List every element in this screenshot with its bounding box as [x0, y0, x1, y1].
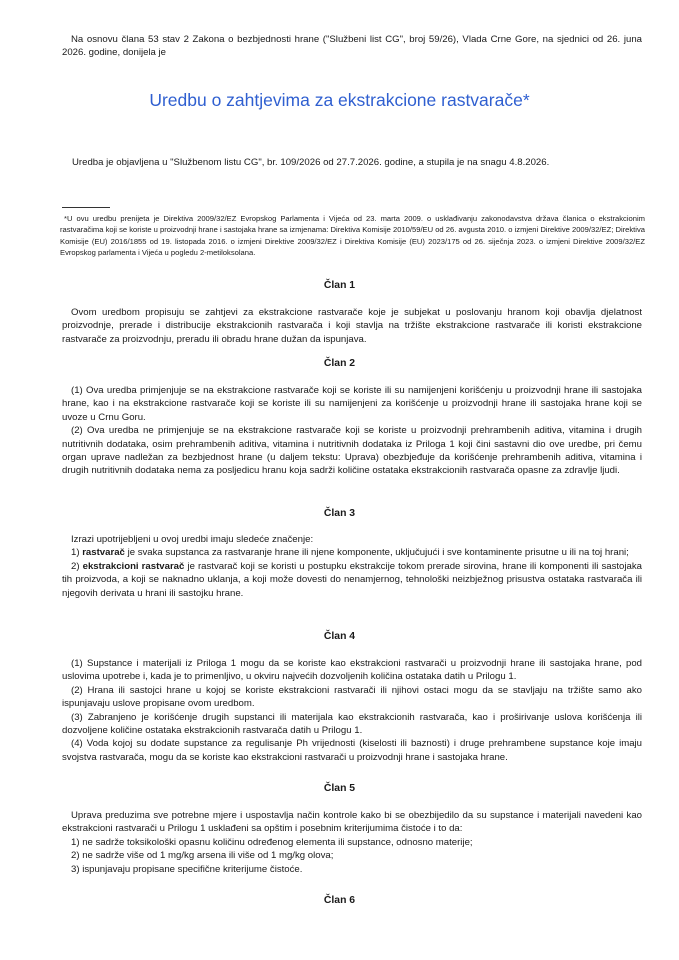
article-2-paragraph-2: (2) Ova uredba ne primjenjuje se na ekstrakcione rastvarače koji se koriste u proizvodnji prehrambenih aditiva, vitamina i drugih nutritivnih dodataka, osim prehrambenih aditiva, vitamina i nutritivnih dodataka iz Priloga 1 koji čini sastavni dio ove uredbe, pri čemu organ uprave nadležan za bezbjednost hrane (u daljem tekstu: Uprava) obezbjeđuje da korišćenje prehrambenih aditiva, vitamina i drugih nutritivnih dodataka nema za posljedicu hranu koja sadrži količine ostataka ekstrakcionih rastvarača opasne za zdravlje ljudi. [62, 425, 642, 477]
article-6-heading: Član 6 [323, 895, 356, 906]
article-1-body [62, 306, 642, 346]
article-3-lead: Izrazi upotrijebljeni u ovoj uredbi imaju sledeće značenje: [71, 534, 314, 545]
article-4-body [62, 657, 642, 764]
article-1-heading: Član 1 [323, 280, 356, 291]
article-4-paragraph-4: (4) Voda kojoj su dodate supstance za regulisanje Ph vrijednosti (kiselosti ili baznosti) i druge prehrambene supstance koje imaju svojstva rastvarača, mogu da se koriste kao ekstrakcioni rastvarači u proizvodnji hrane i sastojaka hrane. [62, 738, 642, 763]
article-5-item-2: 2) ne sadrže više od 1 mg/kg arsena ili više od 1 mg/kg olova; [71, 850, 334, 862]
article-2-body [62, 384, 642, 478]
definition-1 [62, 546, 642, 559]
definition-2 [62, 560, 642, 600]
article-2-paragraph-1: (1) Ova uredba primjenjuje se na ekstrakcione rastvarače koji se koriste ili su namijenjeni korišćenju u proizvodnji hrane ili sastojaka hrane, kao i na ekstrakcione rastvarače koji se koriste ili su namijenjeni za korišćenje u proizvodnji hrane ili sastojaka hrane koji se uvoze u Crnu Goru. [62, 385, 642, 423]
article-5-item-3: 3) ispunjavaju propisane specifične kriterijume čistoće. [71, 863, 303, 875]
publication-note: Uredba je objavljena u "Službenom listu CG", br. 109/2026 od 27.7.2026. godine, a stupila je na snagu 4.8.2026. [72, 157, 550, 168]
footnote-divider [62, 207, 110, 208]
definition-2-term: ekstrakcioni rastvarač [82, 560, 185, 572]
article-3-heading: Član 3 [323, 508, 356, 519]
article-1-text: Ovom uredbom propisuju se zahtjevi za ekstrakcione rastvarače koje je subjekat u poslovanju hranom koji obavlja djelatnost proizvodnje, prerade i distribucije ekstrakcionih rastvarača i koji stavlja na tržište ekstrakcione rastvarače ili koristi ekstrakcione rastvarače za proizvodnju, preradu ili obradu hrane dužan da ispunjava. [62, 307, 642, 345]
definition-1-text: je svaka supstanca za rastvaranje hrane ili njene komponente, uključujući i sve kontaminente prisutne u ili na toj hrani; [127, 547, 629, 559]
article-5-body [62, 809, 642, 876]
definition-1-term: rastvarač [82, 547, 125, 559]
definition-2-text: je rastvarač koji se koristi u postupku ekstrakcije tokom prerade sirovina, hrane ili komponenti ili sastojaka tih proizvoda, a koji se naknadno uklanja, a koji može dovesti do nenamjernog, tehnološki neizbježnog prisustva ostataka rastvarača ili njegovih derivata u hrani ili sastojku hrane. [62, 560, 642, 599]
article-3-body [62, 533, 642, 600]
definition-1-number: 1) [71, 547, 80, 559]
article-4-paragraph-2: (2) Hrana ili sastojci hrane u kojoj se koriste ekstrakcioni rastvarači ili njihovi ostaci mogu da se stavljaju na tržište samo ako ispunjavaju uslove propisane ovom uredbom. [62, 684, 642, 710]
article-5-item-1: 1) ne sadrže toksikološki opasnu količinu određenog elementa ili supstance, odnosno materije; [71, 836, 473, 848]
preamble: Na osnovu člana 53 stav 2 Zakona o bezbjednosti hrane ("Službeni list CG", broj 59/26), Vlada Crne Gore, na sjednici od 26. juna 2026. godine, donijela je [62, 34, 642, 59]
article-4-paragraph-1: (1) Supstance i materijali iz Priloga 1 mogu da se koriste kao ekstrakcioni rastvarači u proizvodnji hrane ili sastojaka hrane, pod uslovima upotrebe i, kada je to primenljivo, u okviru najvećih dozvoljenih količina ostataka datih u Prilogu 1. [62, 658, 642, 683]
document-title: Uredbu o zahtjevima za ekstrakcione rastvarače* [149, 90, 530, 110]
article-2-heading: Član 2 [323, 358, 356, 369]
article-4-paragraph-3: (3) Zabranjeno je korišćenje drugih supstanci ili materijala kao ekstrakcionih rastvarača, kao i proširivanje uslova korišćenja ili dozvoljene količine ostataka ekstrakcionih rastvarača datih u Prilogu 1. [62, 711, 642, 737]
article-5-lead: Uprava preduzima sve potrebne mjere i uspostavlja način kontrole kako bi se obezbijedilo da su supstance i materijali navedeni kao ekstrakcioni rastvarači u Prilogu 1 usklađeni sa opštim i posebnim kriterijumima čistoće i to da: [62, 810, 642, 835]
article-5-heading: Član 5 [323, 783, 356, 794]
footnote: *U ovu uredbu prenijeta je Direktiva 2009/32/EZ Evropskog Parlamenta i Vijeća od 23. marta 2009. o usklađivanju zakonodavstva država članica o ekstrakcionim rastvaračima koji se koriste u proizvodnji hrane i sastojaka hrane sa izmjenama: Direktiva Komisije 2010/59/EU od 26. avgusta 2010. o izmjeni Direktive 2009/32/EZ; Direktiva Komisije (EU) 2016/1855 od 19. listopada 2016. o izmjeni Direktive 2009/32/EZ i Direktiva Komisije (EU) 2023/175 od 26. siječnja 2023. o izmjeni Direktive 2009/32/EZ Evropskog parlamenta i Vijeća u pogledu 2-metiloksolana. [60, 214, 645, 257]
article-4-heading: Član 4 [323, 631, 356, 642]
definition-2-number: 2) [71, 560, 80, 572]
